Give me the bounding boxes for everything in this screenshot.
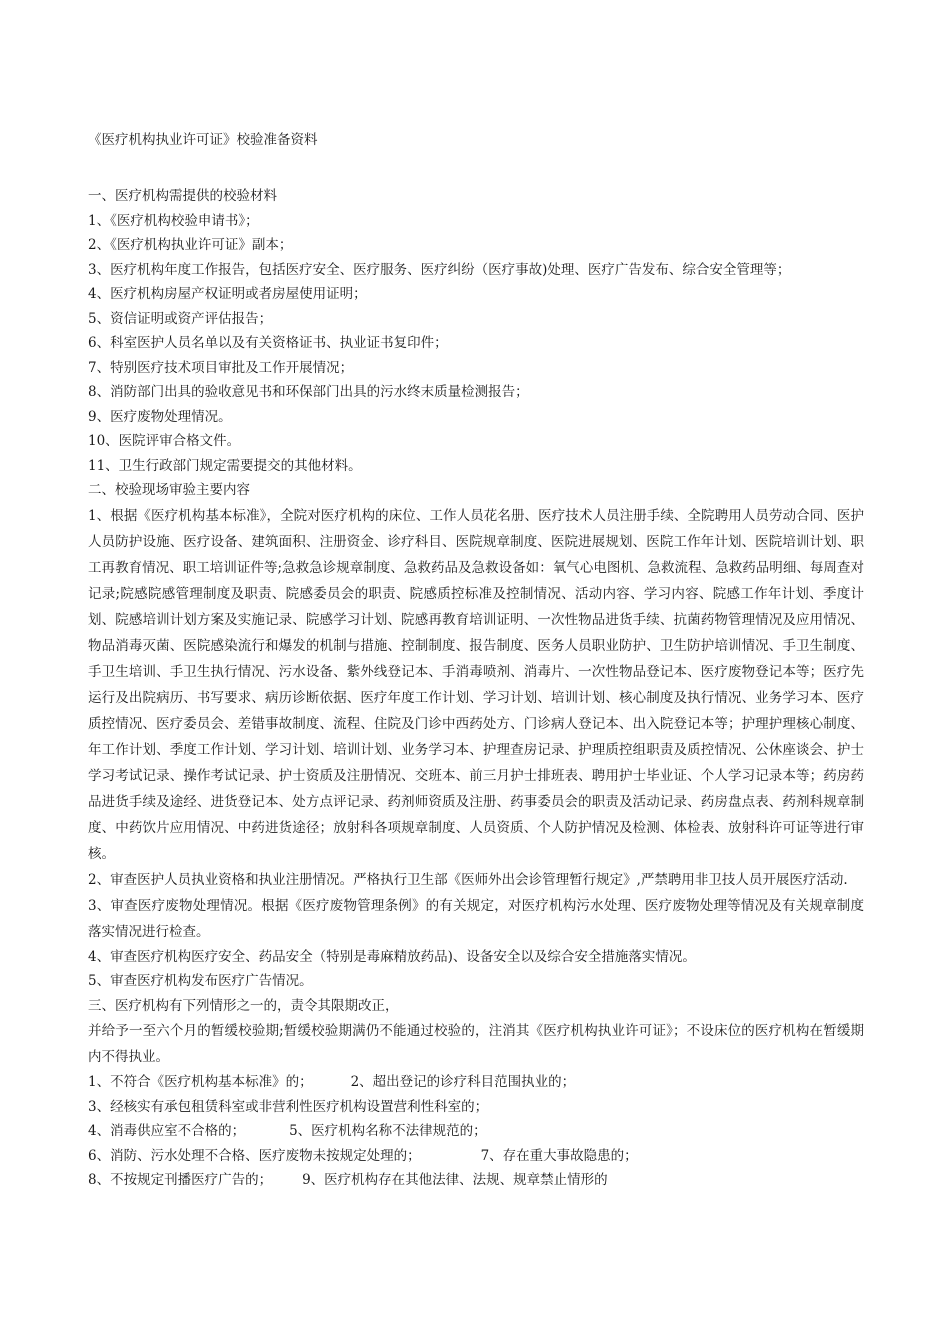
section1-item: 4、医疗机构房屋产权证明或者房屋使用证明； bbox=[88, 286, 367, 302]
section3-condition: 4、消毒供应室不合格的； bbox=[88, 1123, 246, 1139]
section3-condition: 6、消防、污水处理不合格、医疗废物未按规定处理的； bbox=[88, 1147, 421, 1164]
section1-item: 1、《医疗机构校验申请书》； bbox=[88, 212, 259, 229]
section3-heading: 三、医疗机构有下列情形之一的，责令其限期改正， bbox=[88, 997, 399, 1014]
document-title: 《医疗机构执业许可证》校验准备资料 bbox=[88, 132, 318, 148]
section2-heading: 二、校验现场审验主要内容 bbox=[88, 482, 250, 498]
section1-item: 11、卫生行政部门规定需要提交的其他材料。 bbox=[88, 457, 362, 474]
section3-condition: 8、不按规定刊播医疗广告的； bbox=[88, 1172, 273, 1188]
section3-condition: 3、经核实有承包租赁科室或非营利性医疗机构设置营利性科室的； bbox=[88, 1098, 489, 1115]
section1-item: 10、医院评审合格文件。 bbox=[88, 433, 241, 449]
section3-intro: 并给予一至六个月的暂缓校验期;暂缓校验期满仍不能通过校验的，注消其《医疗机构执业许可证》；不设床位的医疗机构在暂缓期内不得执业。 bbox=[88, 1023, 864, 1065]
section3-condition: 7、存在重大事故隐患的； bbox=[480, 1147, 638, 1164]
section1-item: 9、医疗废物处理情况。 bbox=[88, 408, 232, 425]
section2-paragraph-5: 5、审查医疗机构发布医疗广告情况。 bbox=[88, 973, 313, 989]
section3-row-1 bbox=[88, 1070, 864, 1095]
section3-condition: 9、医疗机构存在其他法律、法规、规章禁止情形的 bbox=[302, 1172, 608, 1188]
section3-row-3 bbox=[88, 1119, 864, 1144]
section3-condition: 1、不符合《医疗机构基本标准》的； bbox=[88, 1074, 313, 1090]
section1-item: 5、资信证明或资产评估报告； bbox=[88, 310, 273, 327]
section1-item: 2、《医疗机构执业许可证》副本； bbox=[88, 237, 293, 253]
section3-row-2 bbox=[88, 1095, 864, 1120]
section3-condition: 2、超出登记的诊疗科目范围执业的； bbox=[350, 1074, 576, 1090]
section2-paragraph-3: 3、审查医疗废物处理情况。根据《医疗废物管理条例》的有关规定，对医疗机构污水处理、医疗废物处理等情况及有关规章制度落实情况进行检查。 bbox=[88, 897, 864, 940]
section3-condition: 5、医疗机构名称不法律规范的； bbox=[289, 1123, 487, 1139]
section3-row-5 bbox=[88, 1168, 864, 1193]
section1-heading: 一、医疗机构需提供的校验材料 bbox=[88, 188, 277, 204]
section1-item: 6、科室医护人员名单以及有关资格证书、执业证书复印件； bbox=[88, 335, 448, 351]
section1-item: 3、医疗机构年度工作报告，包括医疗安全、医疗服务、医疗纠纷（医疗事故)处理、医疗广告发布、综合安全管理等； bbox=[88, 261, 791, 278]
section2-paragraph-4: 4、审查医疗机构医疗安全、药品安全（特别是毒麻精放药品)、设备安全以及综合安全措施落实情况。 bbox=[88, 948, 696, 965]
section1-item: 8、消防部门出具的验收意见书和环保部门出具的污水终末质量检测报告； bbox=[88, 384, 529, 400]
section1-item: 7、特别医疗技术项目审批及工作开展情况； bbox=[88, 359, 354, 376]
section3-row-4 bbox=[88, 1144, 864, 1169]
section2-paragraph-1: 1、根据《医疗机构基本标准》，全院对医疗机构的床位、工作人员花名册、医疗技术人员注册手续、全院聘用人员劳动合同、医护人员防护设施、医疗设备、建筑面积、注册资金、诊疗科目、医院规章制度、医院进展规划、医院工作年计划、医院培训计划、职工再教育情况、职工培训证件等;急救急诊规章制度、急救药品及急救设备如：氧气心电图机、急救流程、急救药品明细、每周查对记录;院感院感管理制度及职责、院感委员会的职责、院感质控标准及控制情况、活动内容、学习内容、院感工作年计划、季度计划、院感培训计划方案及实施记录、院感学习计划、院感再教育培训证明、一次性物品进货手续、抗菌药物管理情况及应用情况、物品消毒灭菌、医院感染流行和爆发的机制与措施、控制制度、报告制度、医务人员职业防护、卫生防护培训情况、手卫生制度、手卫生培训、手卫生执行情况、污水设备、紫外线登记本、手消毒喷剂、消毒片、一次性物品登记本、医疗废物登记本等；医疗先运行及出院病历、书写要求、病历诊断依据、医疗年度工作计划、学习计划、培训计划、核心制度及执行情况、业务学习本、医疗质控情况、医疗委员会、差错事故制度、流程、住院及门诊中西药处方、门诊病人登记本、出入院登记本等；护理护理核心制度、年工作计划、季度工作计划、学习计划、培训计划、业务学习本、护理查房记录、护理质控组职责及质控情况、公休座谈会、护士学习考试记录、操作考试记录、护士资质及注册情况、交班本、前三月护士排班表、聘用护士毕业证、个人学习记录本等；药房药品进货手续及途经、进货登记本、处方点评记录、药剂师资质及注册、药事委员会的职责及活动记录、药房盘点表、药剂科规章制度、中药饮片应用情况、中药进货途径；放射科各项规章制度、人员资质、个人防护情况及检测、体检表、放射科许可证等进行审核。 bbox=[88, 507, 864, 862]
section2-paragraph-2: 2、审查医护人员执业资格和执业注册情况。严格执行卫生部《医师外出会诊管理暂行规定》,严禁聘用非卫技人员开展医疗活动. bbox=[88, 871, 848, 888]
